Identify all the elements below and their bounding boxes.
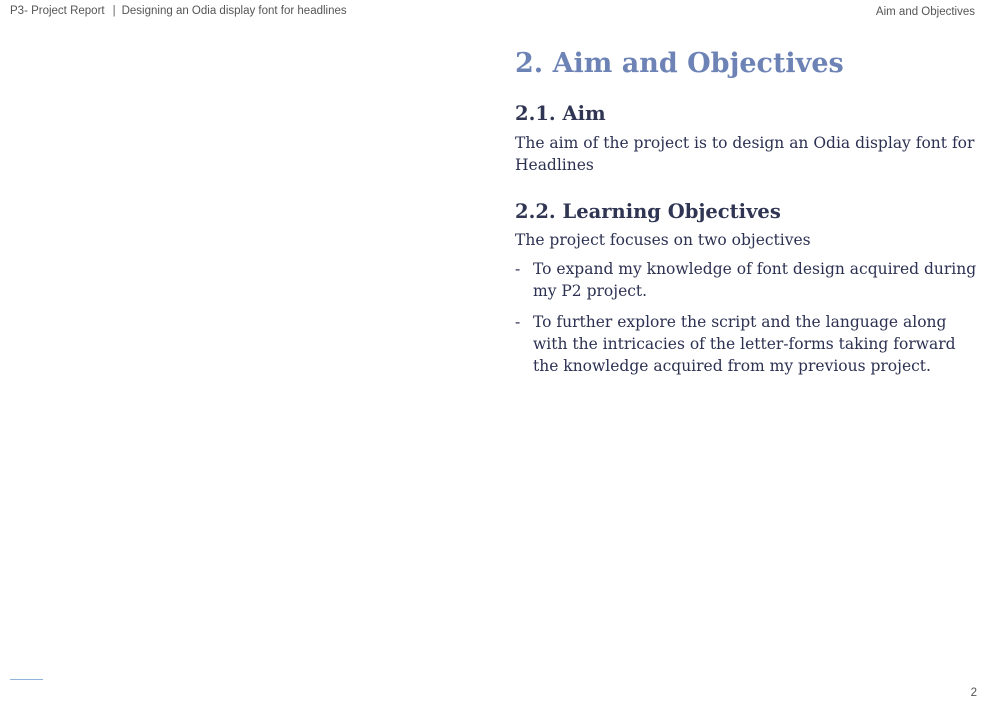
section-label: Aim and Objectives bbox=[875, 6, 975, 18]
bullet-marker: - bbox=[515, 260, 521, 279]
aim-text: The aim of the project is to design an Odia display font for Headlines bbox=[515, 133, 975, 174]
header-separator: | bbox=[112, 5, 116, 17]
objective-text: To expand my knowledge of font design acquired during my P2 project. bbox=[533, 260, 977, 301]
running-header bbox=[10, 5, 347, 17]
objectives-list bbox=[515, 258, 980, 377]
objectives-heading: 2.2. Learning Objectives bbox=[515, 199, 781, 223]
main-content bbox=[515, 48, 980, 386]
objectives-intro: The project focuses on two objectives bbox=[515, 231, 811, 250]
report-subtitle: Designing an Odia display font for headlines bbox=[121, 5, 347, 17]
page-number: 2 bbox=[970, 687, 977, 699]
list-item bbox=[515, 258, 980, 302]
aim-heading: 2.1. Aim bbox=[515, 102, 606, 126]
footer-divider bbox=[10, 679, 43, 680]
bullet-marker: - bbox=[515, 313, 521, 332]
page-title: 2. Aim and Objectives bbox=[515, 48, 844, 79]
list-item bbox=[515, 311, 980, 377]
objective-text: To further explore the script and the language along with the intricacies of the letter-forms taking forward the knowledge acquired from my previous project. bbox=[533, 313, 956, 376]
report-name: P3- Project Report bbox=[10, 5, 105, 17]
